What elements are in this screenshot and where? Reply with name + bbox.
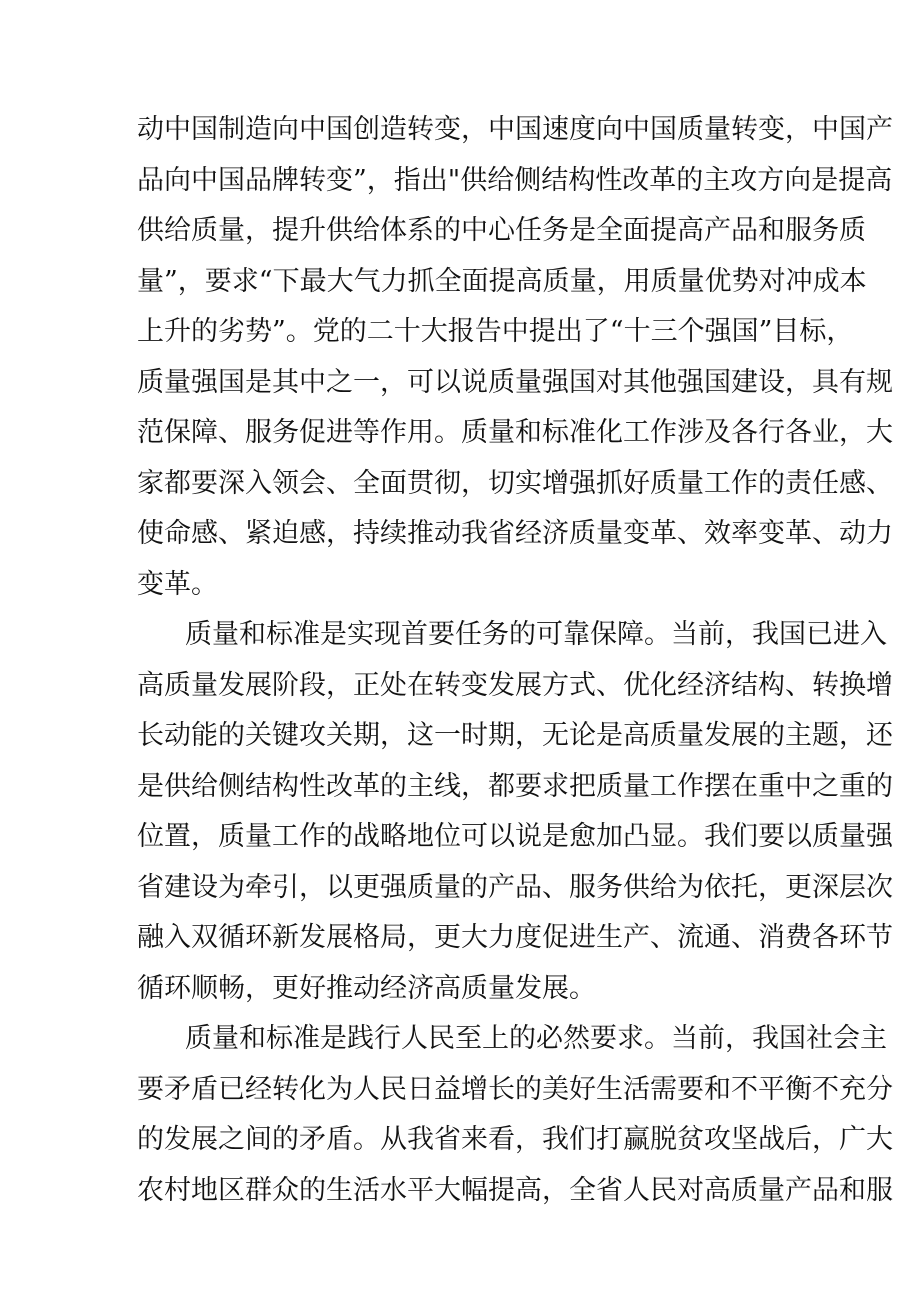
- text-line: 融入双循环新发展格局，更大力度促进生产、流通、消费各环节: [137, 922, 893, 953]
- text-line: 高质量发展阶段，正处在转变发展方式、优化经济结构、转换增: [137, 670, 893, 701]
- text-line: 供给质量，提升供给体系的中心任务是全面提高产品和服务质: [137, 215, 866, 246]
- paragraph-first-line: 质量和标准是实现首要任务的可靠保障。当前，我国已进入: [185, 619, 887, 650]
- text-line: 的发展之间的矛盾。从我省来看，我们打赢脱贫攻坚战后，广大: [137, 1124, 893, 1155]
- text-line: 要矛盾已经转化为人民日益增长的美好生活需要和不平衡不充分: [137, 1074, 893, 1105]
- text-line: 变革。: [137, 569, 218, 600]
- text-line: 农村地区群众的生活水平大幅提高，全省人民对高质量产品和服: [137, 1175, 893, 1206]
- text-line: 循环顺畅，更好推动经济高质量发展。: [137, 973, 596, 1004]
- text-line: 动中国制造向中国创造转变，中国速度向中国质量转变，中国产: [137, 114, 893, 145]
- text-line: 位置，质量工作的战略地位可以说是愈加凸显。我们要以质量强: [137, 821, 893, 852]
- text-line: 长动能的关键攻关期，这一时期，无论是高质量发展的主题，还: [137, 720, 893, 751]
- text-line: 品向中国品牌转变”，指出"供给侧结构性改革的主攻方向是提高: [137, 165, 893, 196]
- text-line: 范保障、服务促进等作用。质量和标准化工作涉及各行各业，大: [137, 417, 893, 448]
- text-line: 量”，要求“下最大气力抓全面提高质量，用质量优势对冲成本: [137, 266, 867, 297]
- text-line: 家都要深入领会、全面贯彻，切实增强抓好质量工作的责任感、: [137, 468, 893, 499]
- text-line: 省建设为牵引，以更强质量的产品、服务供给为依托，更深层次: [137, 872, 893, 903]
- paragraph-first-line: 质量和标准是践行人民至上的必然要求。当前，我国社会主: [185, 1023, 887, 1054]
- text-line: 使命感、紧迫感，持续推动我省经济质量变革、效率变革、动力: [137, 518, 893, 549]
- text-line: 上升的劣势”。党的二十大报告中提出了“十三个强国”目标，: [137, 316, 854, 347]
- text-line: 质量强国是其中之一，可以说质量强国对其他强国建设，具有规: [137, 367, 893, 398]
- text-line: 是供给侧结构性改革的主线，都要求把质量工作摆在重中之重的: [137, 771, 893, 802]
